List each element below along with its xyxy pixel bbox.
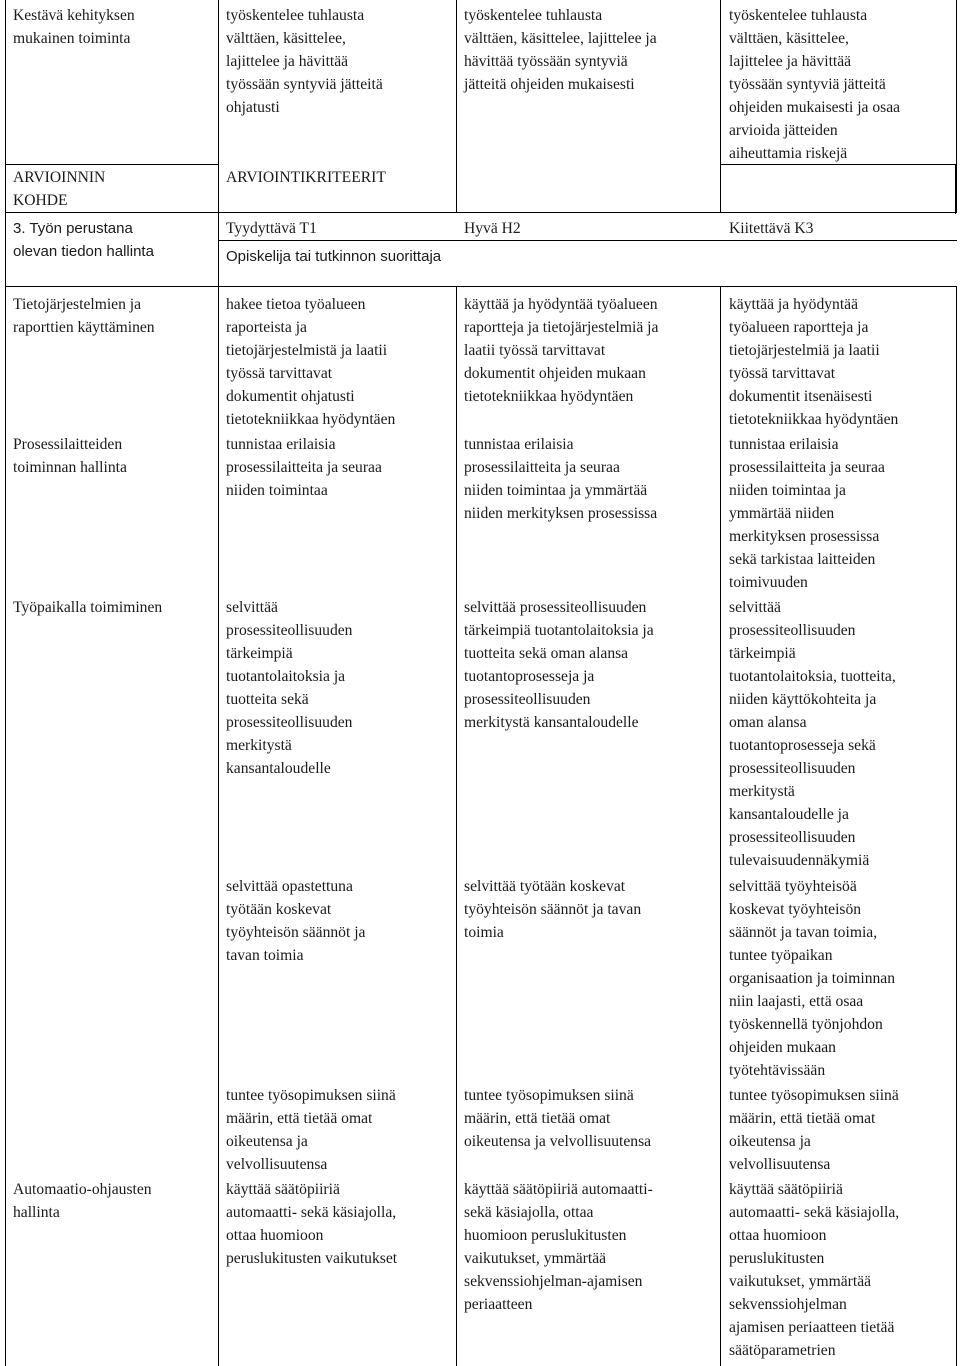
column-divider-1 [218, 0, 219, 1366]
text-line: tuotantoprosesseja ja [464, 668, 595, 685]
text-line: työssään syntyviä jätteitä [226, 76, 383, 93]
text-line: vaikutukset, ymmärtää [464, 1250, 607, 1267]
text-line: tuotteita sekä oman alansa [464, 645, 629, 662]
top-row-t1 [226, 4, 383, 119]
text-line: merkitystä [729, 783, 795, 800]
text-line: ohjeiden mukaan [729, 1039, 836, 1056]
text-line: työskentelee tuhlausta [729, 7, 868, 24]
k3-criterion-2 [729, 433, 885, 594]
text-line: käyttää säätöpiiriä automaatti- [464, 1181, 653, 1198]
text-line: dokumentit ohjeiden mukaan [464, 365, 646, 382]
text-line: tärkeimpiä [729, 645, 796, 662]
text-line: Tietojärjestelmien ja [13, 296, 142, 313]
grade-t1-heading: Tyydyttävä T1 [226, 220, 317, 237]
text-line: prosessilaitteita ja seuraa [729, 459, 885, 476]
text-line: tuntee työpaikan [729, 947, 833, 964]
text-line: ottaa huomioon [226, 1227, 324, 1244]
text-line: organisaation ja toiminnan [729, 970, 896, 987]
text-line: Prosessilaitteiden [13, 436, 123, 453]
text-line: työssään syntyviä jätteitä [729, 76, 886, 93]
text-line: määrin, että tietää omat [226, 1110, 373, 1127]
table-border-right-b [956, 286, 957, 1366]
h2-criterion-5 [464, 1084, 651, 1153]
text-line: oman alansa [729, 714, 807, 731]
text-line: hallinta [13, 1204, 60, 1221]
label-tyopaikka: Työpaikalla toimiminen [13, 599, 163, 616]
text-line: työtään koskevat [226, 901, 332, 918]
top-row-label [13, 4, 135, 50]
text-line: määrin, että tietää omat [464, 1110, 611, 1127]
text-line: automaatti- sekä käsiajolla, [729, 1204, 900, 1221]
label-automaatio [13, 1178, 152, 1224]
text-line: prosessiteollisuuden [729, 760, 856, 777]
text-line: selvittää työyhteisöä [729, 878, 857, 895]
text-line: säätöparametrien [729, 1342, 836, 1359]
text-line: prosessiteollisuuden [729, 622, 856, 639]
text-line: tietotekniikkaa hyödyntäen [226, 411, 396, 428]
t1-criterion-4 [226, 875, 365, 967]
text-line: dokumentit ohjatusti [226, 388, 355, 405]
text-line: prosessilaitteita ja seuraa [226, 459, 382, 476]
text-line: merkitystä kansantaloudelle [464, 714, 639, 731]
table-border-right [956, 0, 957, 212]
text-line: olevan tiedon hallinta [13, 243, 154, 260]
text-line: tunnistaa erilaisia [464, 436, 574, 453]
text-line: työalueen raportteja ja [729, 319, 869, 336]
text-line: prosessiteollisuuden [226, 622, 353, 639]
text-line: säännöt ja tavan toimia, [729, 924, 878, 941]
text-line: sekvenssiohjelman-ajamisen [464, 1273, 643, 1290]
text-line: tuntee työsopimuksen siinä [226, 1087, 396, 1104]
text-line: käyttää säätöpiiriä [729, 1181, 843, 1198]
text-line: oikeutensa ja [226, 1133, 308, 1150]
text-line: automaatti- sekä käsiajolla, [226, 1204, 397, 1221]
k3-criterion-1 [729, 293, 898, 431]
text-line: raporteista ja [226, 319, 307, 336]
text-line: jätteitä ohjeiden mukaisesti [464, 76, 635, 93]
text-line: oikeutensa ja [729, 1133, 811, 1150]
text-line: niin laajasti, että osaa [729, 993, 864, 1010]
text-line: merkitystä [226, 737, 292, 754]
text-line: toiminnan hallinta [13, 459, 127, 476]
h2-criterion-6 [464, 1178, 653, 1316]
text-line: tuotteita sekä [226, 691, 309, 708]
text-line: työyhteisön säännöt ja tavan [464, 901, 642, 918]
text-line: sekvenssiohjelman [729, 1296, 847, 1313]
text-line: tärkeimpiä tuotantolaitoksia ja [464, 622, 654, 639]
text-line: selvittää opastettuna [226, 878, 353, 895]
text-line: niiden toimintaa ja [729, 482, 846, 499]
t1-criterion-2 [226, 433, 382, 502]
text-line: prosessiteollisuuden [464, 691, 591, 708]
t1-criterion-3 [226, 596, 352, 780]
text-line: Automaatio-ohjausten [13, 1181, 152, 1198]
column-divider-2b [456, 286, 457, 1366]
text-line: merkityksen prosessissa [729, 528, 880, 545]
label-prosessilaitteet [13, 433, 127, 479]
column-divider-3 [720, 0, 721, 212]
text-line: Kestävä kehityksen [13, 7, 135, 24]
t1-criterion-1 [226, 293, 395, 431]
text-line: tietotekniikkaa hyödyntäen [464, 388, 634, 405]
text-line: työskentelee tuhlausta [464, 7, 603, 24]
arviointikriteerit-heading: ARVIOINTIKRITEERIT [226, 169, 386, 186]
t1-criterion-6 [226, 1178, 397, 1270]
text-line: työskennellä työnjohdon [729, 1016, 883, 1033]
top-row-h2 [464, 4, 657, 96]
text-line: kansantaloudelle [226, 760, 331, 777]
text-line: niiden toimintaa ja ymmärtää [464, 482, 648, 499]
label-tietojarjestelmat [13, 293, 155, 339]
text-line: laatii työssä tarvittavat [464, 342, 606, 359]
column-divider-2 [456, 0, 457, 212]
text-line: aiheuttamia riskejä [729, 145, 848, 162]
text-line: sekä käsiajolla, ottaa [464, 1204, 594, 1221]
text-line: tuntee työsopimuksen siinä [464, 1087, 634, 1104]
text-line: määrin, että tietää omat [729, 1110, 876, 1127]
text-line: lajittelee ja hävittää [729, 53, 852, 70]
text-line: tietojärjestelmistä ja laatii [226, 342, 388, 359]
text-line: käyttää ja hyödyntää työalueen [464, 296, 658, 313]
text-line: tuntee työsopimuksen siinä [729, 1087, 899, 1104]
text-line: hakee tietoa työalueen [226, 296, 366, 313]
text-line: toimia [464, 924, 504, 941]
text-line: välttäen, käsittelee, [226, 30, 346, 47]
text-line: tunnistaa erilaisia [729, 436, 839, 453]
text-line: ohjatusti [226, 99, 280, 116]
text-line: velvollisuutensa [226, 1156, 328, 1173]
text-line: välttäen, käsittelee, [729, 30, 849, 47]
text-line: vaikutukset, ymmärtää [729, 1273, 872, 1290]
text-line: huomioon peruslukitusten [464, 1227, 627, 1244]
arvioinnin-kohde-heading [13, 166, 105, 212]
text-line: peruslukitusten [729, 1250, 825, 1267]
text-line: prosessiteollisuuden [729, 829, 856, 846]
k3-criterion-6 [729, 1178, 899, 1362]
text-line: tavan toimia [226, 947, 304, 964]
text-line: kansantaloudelle ja [729, 806, 849, 823]
row-divider-top-end [5, 164, 218, 165]
text-line: arvioida jätteiden [729, 122, 838, 139]
text-line: raportteja ja tietojärjestelmiä ja [464, 319, 659, 336]
grade-k3-heading: Kiitettävä K3 [729, 220, 814, 237]
header-border-right [955, 164, 956, 214]
text-line: selvittää [729, 599, 781, 616]
text-line: välttäen, käsittelee, lajittelee ja [464, 30, 657, 47]
text-line: dokumentit itsenäisesti [729, 388, 873, 405]
text-line: ymmärtää niiden [729, 505, 835, 522]
text-line: tietojärjestelmiä ja laatii [729, 342, 880, 359]
text-line: tuotantoprosesseja sekä [729, 737, 876, 754]
k3-criterion-4 [729, 875, 895, 1082]
text-line: työyhteisön säännöt ja [226, 924, 366, 941]
text-line: työssä tarvittavat [729, 365, 836, 382]
h2-criterion-4 [464, 875, 641, 944]
text-line: tunnistaa erilaisia [226, 436, 336, 453]
text-line: selvittää prosessiteollisuuden [464, 599, 647, 616]
row-divider-criteria [5, 212, 957, 213]
h2-criterion-3 [464, 596, 654, 734]
text-line: mukainen toiminta [13, 30, 131, 47]
text-line: tulevaisuudennäkymiä [729, 852, 870, 869]
h2-criterion-2 [464, 433, 657, 525]
text-line: lajittelee ja hävittää [226, 53, 349, 70]
text-line: työssä tarvittavat [226, 365, 333, 382]
text-line: niiden toimintaa [226, 482, 328, 499]
text-line: oikeutensa ja velvollisuutensa [464, 1133, 652, 1150]
text-line: käyttää säätöpiiriä [226, 1181, 340, 1198]
text-line: ottaa huomioon [729, 1227, 827, 1244]
t1-criterion-5 [226, 1084, 396, 1176]
text-line: työtehtävissään [729, 1062, 826, 1079]
k3-criterion-3 [729, 596, 896, 872]
row-divider-grades [218, 240, 957, 241]
text-line: sekä tarkistaa laitteiden [729, 551, 876, 568]
text-line: prosessiteollisuuden [226, 714, 353, 731]
text-line: 3. Työn perustana [13, 220, 133, 237]
text-line: niiden merkityksen prosessissa [464, 505, 658, 522]
text-line: tietotekniikkaa hyödyntäen [729, 411, 899, 428]
text-line: tuotantolaitoksia, tuotteita, [729, 668, 896, 685]
table-border-left [5, 0, 6, 1366]
text-line: hävittää työssään syntyviä [464, 53, 628, 70]
text-line: selvittää työtään koskevat [464, 878, 626, 895]
k3-criterion-5 [729, 1084, 899, 1176]
text-line: ajamisen periaatteen tietää [729, 1319, 895, 1336]
text-line: niiden käyttökohteita ja [729, 691, 877, 708]
text-line: tärkeimpiä [226, 645, 293, 662]
subject-heading: Opiskelija tai tutkinnon suorittaja [226, 248, 442, 265]
text-line: ARVIOINNIN [13, 169, 106, 186]
text-line: velvollisuutensa [729, 1156, 831, 1173]
text-line: peruslukitusten vaikutukset [226, 1250, 398, 1267]
text-line: työskentelee tuhlausta [226, 7, 365, 24]
text-line: tuotantolaitoksia ja [226, 668, 346, 685]
text-line: käyttää ja hyödyntää [729, 296, 859, 313]
text-line: ohjeiden mukaisesti ja osaa [729, 99, 901, 116]
text-line: selvittää [226, 599, 278, 616]
text-line: koskevat työyhteisön [729, 901, 862, 918]
text-line: prosessilaitteita ja seuraa [464, 459, 620, 476]
top-row-k3 [729, 4, 900, 165]
section-title [13, 217, 154, 263]
text-line: raporttien käyttäminen [13, 319, 155, 336]
row-divider-header-bottom [5, 286, 957, 287]
text-line: toimivuuden [729, 574, 808, 591]
column-divider-3b [720, 286, 721, 1366]
grade-h2-heading: Hyvä H2 [464, 220, 521, 237]
text-line: KOHDE [13, 192, 68, 209]
h2-criterion-1 [464, 293, 658, 408]
text-line: periaatteen [464, 1296, 533, 1313]
